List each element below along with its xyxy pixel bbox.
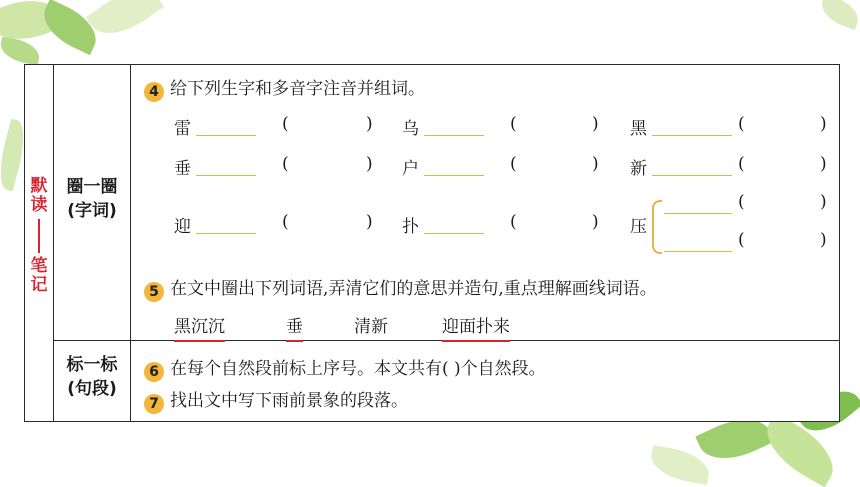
section-1-title: 圈一圈 (66, 177, 118, 197)
char-item: 压 (630, 217, 647, 237)
question-4-text: 给下列生字和多音字注音并组词。 (170, 79, 425, 99)
paren-left: ( (510, 212, 517, 232)
paren-left: ( (738, 154, 745, 174)
vocab-word: 黑沉沉 (174, 312, 225, 342)
paren-right: ) (366, 154, 373, 174)
answer-blank[interactable] (652, 134, 732, 136)
vocab-word: 清新 (354, 317, 388, 337)
section-2-subtitle: (句段) (67, 379, 117, 399)
char-item: 迎 (174, 217, 191, 237)
answer-blank[interactable] (424, 232, 484, 234)
vocab-word: 垂 (286, 312, 303, 342)
side-label (30, 177, 48, 295)
side-label-cell (25, 65, 54, 422)
section-label-2 (54, 341, 131, 422)
section-1-subtitle: (字词) (67, 201, 117, 221)
answer-blank[interactable] (424, 134, 484, 136)
brace-icon (652, 200, 662, 254)
answer-blank[interactable] (196, 134, 256, 136)
paren-left: ( (282, 114, 289, 134)
worksheet (24, 64, 840, 421)
char-item: 黑 (630, 119, 647, 139)
paren-right: ) (820, 192, 827, 212)
paren-left: ( (510, 154, 517, 174)
char-item: 雷 (174, 119, 191, 139)
paren-right: ) (820, 154, 827, 174)
char-item: 新 (630, 159, 647, 179)
question-4 (144, 74, 425, 102)
char-item: 垂 (174, 159, 191, 179)
question-number-badge: 5 (144, 282, 164, 302)
answer-blank[interactable] (664, 212, 732, 214)
section-2-title: 标一标 (66, 355, 118, 375)
question-number-badge: 7 (144, 394, 164, 414)
answer-blank[interactable] (664, 250, 732, 252)
side-label-divider (38, 219, 40, 253)
section-label-1 (54, 65, 131, 341)
char-item: 乌 (402, 119, 419, 139)
paren-left: ( (738, 192, 745, 212)
question-5 (144, 274, 657, 302)
vocab-word: 迎面扑来 (442, 312, 510, 342)
paren-right: ) (366, 212, 373, 232)
answer-blank[interactable] (652, 174, 732, 176)
paren-left: ( (738, 114, 745, 134)
paren-right: ) (592, 114, 599, 134)
question-6 (144, 354, 546, 382)
side-label-bottom: 笔记 (30, 256, 48, 295)
paren-right: ) (820, 114, 827, 134)
question-number-badge: 4 (144, 82, 164, 102)
paren-right: ) (820, 230, 827, 250)
question-7 (144, 386, 408, 414)
question-7-text: 找出文中写下雨前景象的段落。 (170, 391, 408, 411)
question-6-text: 在每个自然段前标上序号。本文共有( )个自然段。 (170, 359, 546, 379)
answer-blank[interactable] (424, 174, 484, 176)
paren-right: ) (592, 212, 599, 232)
char-item: 户 (402, 159, 419, 179)
side-label-top: 默读 (30, 176, 48, 215)
question-5-text: 在文中圈出下列词语,弄清它们的意思并造句,重点理解画线词语。 (170, 279, 657, 299)
paren-left: ( (738, 230, 745, 250)
paren-left: ( (282, 154, 289, 174)
question-number-badge: 6 (144, 362, 164, 382)
paren-right: ) (592, 154, 599, 174)
answer-blank[interactable] (196, 232, 256, 234)
char-item: 扑 (402, 217, 419, 237)
paren-left: ( (510, 114, 517, 134)
paren-left: ( (282, 212, 289, 232)
answer-blank[interactable] (196, 174, 256, 176)
paren-right: ) (366, 114, 373, 134)
